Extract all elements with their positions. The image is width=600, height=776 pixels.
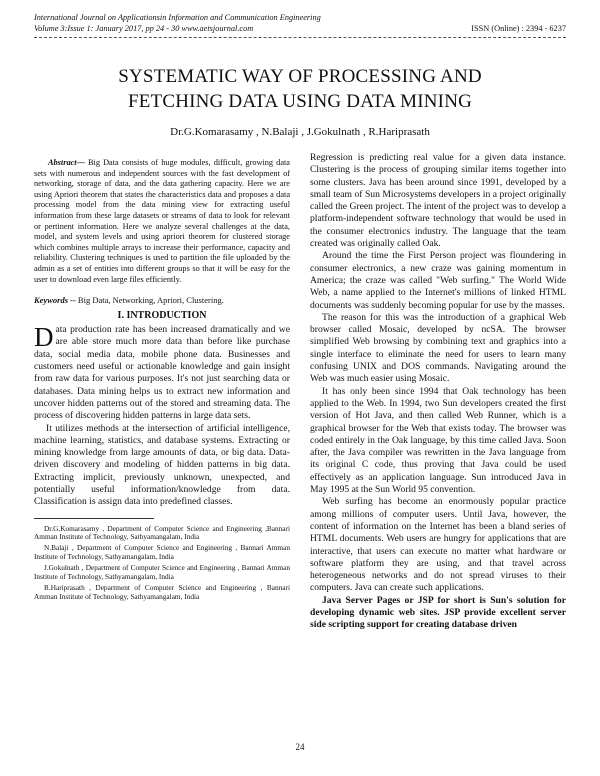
issn-label: ISSN (Online) : 2394 - 6237 (471, 23, 566, 33)
journal-header (34, 13, 321, 34)
footnote-author-2: N.Balaji , Department of Computer Science and Engineering , Bannari Amman Institute of Technology, Sathyamangalam, India (34, 543, 290, 562)
keywords-text: Big Data, Networking, Apriori, Clustering. (77, 295, 224, 306)
footnote-author-3: J.Gokulnath , Department of Computer Science and Engineering , Bannari Amman Institute of Technology, Sathyamangalam, India (34, 563, 290, 582)
left-column (34, 158, 290, 604)
abstract-text: Big Data consists of huge modules, difficult, growing data sets with numerous and independent sources with the fast development of networking, storage of data, and the data gathering capacity. Here we are using Apriori theorem that states the characteristics data and proposes a data processing model from the data mining view for extracting useful information from these large datasets or streams of data to look for relevant or pertinent information. Here we analyze several challenges at the data, model, and system levels and using apriori theorem for clustered storage which combines multiple arrays to increase their performance, capacity and reliability. Clustering techniques is used to partition the file uploaded by the admin as a set of entities into different groups so that it will be easy for the user to download even large files efficiently. (34, 158, 290, 284)
journal-volume: Volume 3:Issue 1: January 2017, pp 24 - 30 www.aetsjournal.com (34, 23, 254, 33)
page-number: 24 (295, 742, 305, 752)
right-paragraph-6: Java Server Pages or JSP for short is Sun's solution for developing dynamic web sites. JSP provide excellent server side scripting support for creating database driven (310, 594, 566, 631)
author-list: Dr.G.Komarasamy , N.Balaji , J.Gokulnath , R.Hariprasath (170, 126, 430, 138)
right-paragraph-1: Regression is predicting real value for a given data instance. Clustering is the process of grouping similar items together into some clusters. Java has been around since 1991, developed by a small team of Sun Microsystems developers in a project originally called the Green project. The intent of the project was to develop a platform-independent software technology that would be used in the consumer electronics industry. The language that the team created was originally called Oak. (310, 152, 566, 250)
drop-cap: D (34, 322, 54, 353)
section-heading-introduction: I. INTRODUCTION (117, 310, 207, 322)
footnote-author-1: Dr.G.Komarasamy , Department of Computer Science and Engineering ,Bannari Amman Institute of Technology, Sathyamangalam, India (34, 523, 290, 542)
right-column (310, 152, 566, 632)
abstract (34, 158, 290, 285)
abstract-label: Abstract— (48, 158, 85, 167)
keywords (34, 295, 290, 305)
right-paragraph-2: Around the time the First Person project was floundering in consumer electronics, a new craze was gaining momentum in America; the craze was called "Web surfing." The World Wide Web, a name applied to the Internet's millions of linked HTML documents was suddenly becoming popular for use by the masses. (310, 250, 566, 311)
keywords-label: Keywords -- (34, 295, 76, 306)
intro-paragraph-1-text: ata production rate has been increased dramatically and we are able store much more data than before like purchase data, social media data, mobile phone data. Businesses and customers need useful or actionable knowledge and gain insight from raw data for various purposes. It's not just searching data or databases. Data mining helps us to extract new information and uncover hidden patterns out of the stored and streaming data. The process of discovering hidden patterns in large data sets. (34, 324, 290, 422)
footnote-author-4: R.Hariprasath , Department of Computer Science and Engineering , Bannari Amman Institute of Technology, Sathyamangalam, India (34, 583, 290, 601)
title-line-1: SYSTEMATIC WAY OF PROCESSING AND (118, 66, 482, 87)
intro-paragraph-1 (34, 324, 290, 422)
footnote-divider (34, 518, 154, 519)
header-divider (34, 37, 566, 38)
title-line-2: FETCHING DATA USING DATA MINING (127, 91, 473, 112)
journal-name: International Journal on Applicationsin Information and Communication Engineering (34, 13, 321, 22)
right-paragraph-5: Web surfing has become an enormously popular practice among millions of computer users. Until Java, however, the content of information on the Internet has been a bland series of HTML documents. Web users are hungry for applications that are interactive, that users can execute no matter what hardware or software platform they are using, and that travel across heterogeneous networks and do not spread viruses to their computers. Java can create such applications. (310, 496, 566, 594)
right-paragraph-3: The reason for this was the introduction of a graphical Web browser called Mosaic, developed by ncSA. The browser simplified Web browsing by combining text and graphics into a single interface to eliminate the need for users to learn many confusing UNIX and DOS commands. Navigating around the Web was much easier using Mosaic. (310, 311, 566, 385)
right-paragraph-4: It has only been since 1994 that Oak technology has been applied to the Web. In 1994, two Sun developers created the first version of Hot Java, and then called Web Runner, which is a graphical browser for the Web that exists today. The browser was coded entirely in the Oak language, by this time called Java. Soon after, the Java compiler was rewritten in the Java language from its original C code, thus proving that Java could be used effectively as an application language. Sun introduced Java in May 1995 at the Sun World 95 convention. (310, 385, 566, 496)
paper-title (30, 64, 570, 114)
intro-paragraph-2: It utilizes methods at the intersection of artificial intelligence, machine learning, statistics, and database systems. Extracting or mining knowledge from large amounts of data, or big data. Data-driven discovery and modeling of hidden patterns in big data. Extracting implicit, previously unknown, unexpected, and potentially useful information/knowledge from data. Classification is assign data into predefined classes. (34, 422, 290, 508)
